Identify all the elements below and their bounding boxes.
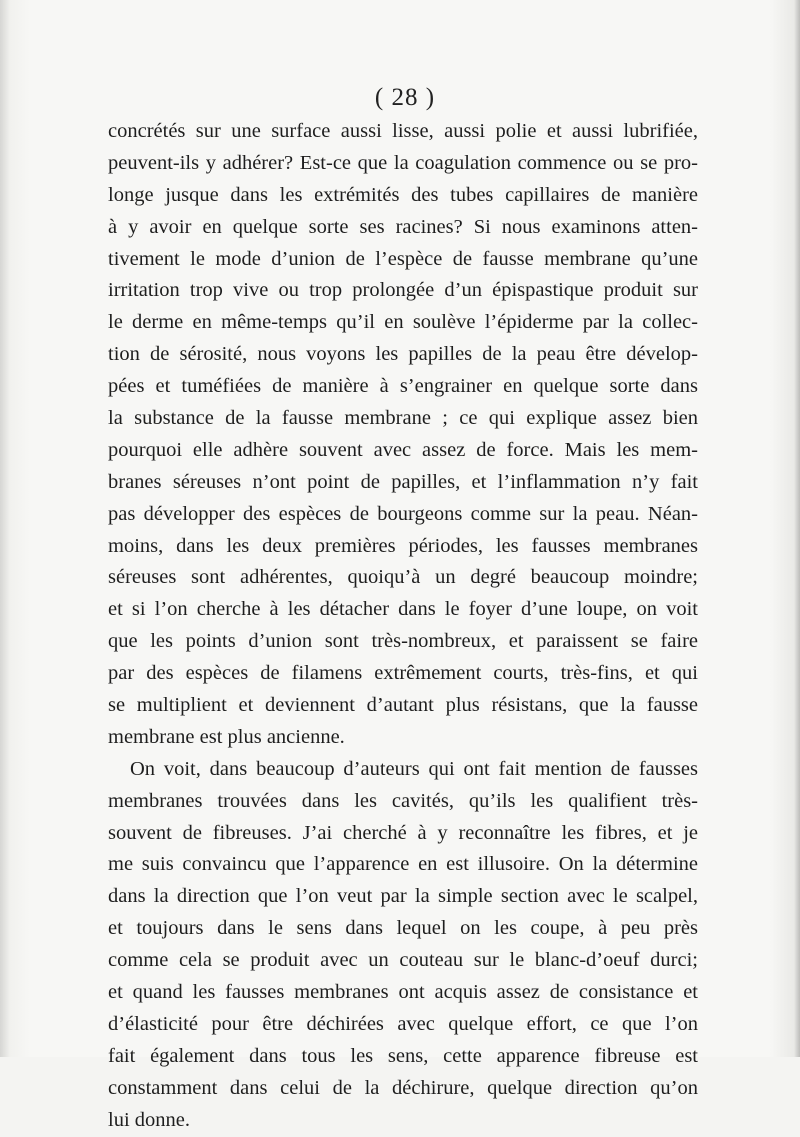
text-line: tivement le mode d’union de l’espèce de fausse membrane qu’une — [108, 247, 698, 270]
text-line: et si l’on cherche à les détacher dans le foyer d’une loupe, on voit — [108, 598, 698, 621]
page-number: ( 28 ) — [374, 84, 436, 111]
text-line: pées et tuméfiées de manière à s’engrainer en quelque sorte dans — [108, 375, 698, 398]
text-line: par des espèces de filamens extrêmement courts, très-fins, et qui — [108, 662, 698, 685]
text-line: à y avoir en quelque sorte ses racines? Si nous examinons atten- — [108, 215, 698, 238]
text-line: moins, dans les deux premières périodes, les fausses membranes — [108, 534, 698, 557]
text-line: irritation trop vive ou trop prolongée d’un épispastique produit sur — [108, 279, 698, 302]
text-line: peuvent-ils y adhérer? Est-ce que la coagulation commence ou se pro- — [108, 151, 698, 174]
text-line: le derme en même-temps qu’il en soulève l’épiderme par la collec- — [108, 311, 698, 334]
body-text — [108, 116, 698, 1137]
text-line: dans la direction que l’on veut par la simple section avec le scalpel, — [108, 885, 698, 908]
text-line: me suis convaincu que l’apparence en est illusoire. On la détermine — [108, 853, 698, 876]
text-line: comme cela se produit avec un couteau sur le blanc-d’oeuf durci; — [108, 949, 698, 972]
text-line: branes séreuses n’ont point de papilles, et l’inflammation n’y fait — [108, 470, 698, 493]
text-line: et toujours dans le sens dans lequel on les coupe, à peu près — [108, 917, 698, 940]
text-line: séreuses sont adhérentes, quoiqu’à un degré beaucoup moindre; — [108, 566, 698, 589]
text-line: d’élasticité pour être déchirées avec quelque effort, ce que l’on — [108, 1012, 698, 1035]
text-line: la substance de la fausse membrane ; ce qui explique assez bien — [108, 407, 698, 430]
text-line: pourquoi elle adhère souvent avec assez de force. Mais les mem- — [108, 438, 698, 461]
text-line: et quand les fausses membranes ont acquis assez de consistance et — [108, 981, 698, 1004]
text-line: tion de sérosité, nous voyons les papilles de la peau être dévelop- — [108, 343, 698, 366]
text-line: lui donne. — [108, 1108, 190, 1131]
text-line: concrétés sur une surface aussi lisse, aussi polie et aussi lubrifiée, — [108, 120, 698, 142]
text-line: fait également dans tous les sens, cette apparence fibreuse est — [108, 1044, 698, 1067]
page-edge-shadow — [794, 0, 800, 1057]
page-gutter-shadow — [0, 0, 10, 1057]
text-line: On voit, dans beaucoup d’auteurs qui ont fait mention de fausses — [130, 757, 698, 780]
paragraph-1 — [108, 116, 698, 754]
text-line: membranes trouvées dans les cavités, qu’ils les qualifient très- — [108, 789, 698, 812]
text-line: se multiplient et deviennent d’autant plus résistans, que la fausse — [108, 694, 698, 717]
paragraph-2 — [108, 754, 698, 1137]
text-line: longe jusque dans les extrémités des tubes capillaires de manière — [108, 183, 698, 206]
text-line: souvent de fibreuses. J’ai cherché à y reconnaître les fibres, et je — [108, 821, 698, 844]
text-line: pas développer des espèces de bourgeons comme sur la peau. Néan- — [108, 502, 698, 525]
text-line: constamment dans celui de la déchirure, quelque direction qu’on — [108, 1076, 698, 1099]
text-line: que les points d’union sont très-nombreux, et paraissent se faire — [108, 630, 698, 653]
text-line: membrane est plus ancienne. — [108, 725, 345, 748]
